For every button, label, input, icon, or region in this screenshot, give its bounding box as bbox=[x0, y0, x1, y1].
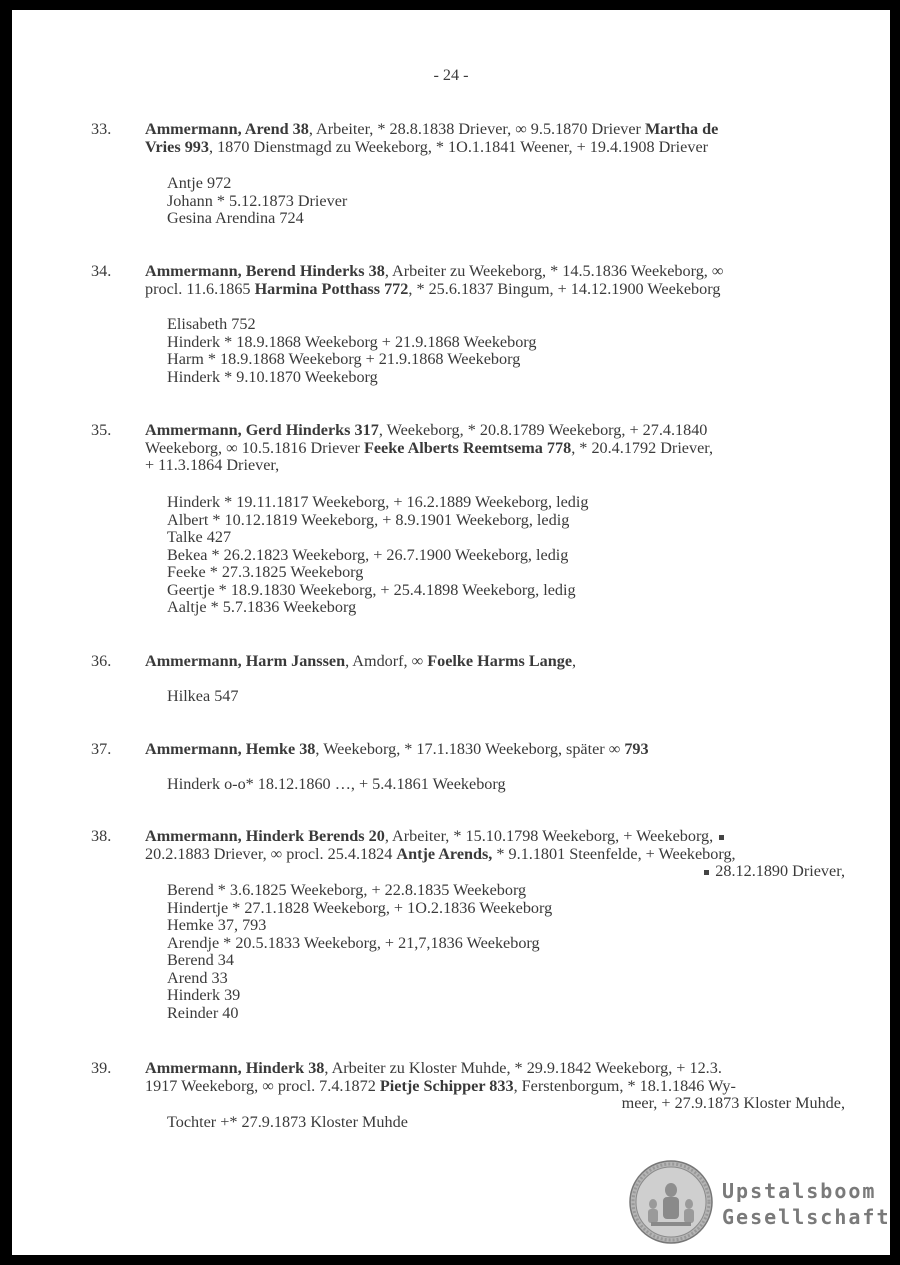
brand-line-1: Upstalsboom bbox=[722, 1179, 877, 1203]
spouse-name: Foelke Harms Lange bbox=[427, 652, 573, 670]
square-mark-icon bbox=[719, 835, 724, 840]
entry-header: Ammermann, Hemke 38, Weekeborg, * 17.1.1830 Weekeborg, später ∞ 793 bbox=[145, 740, 649, 758]
entry-header: Ammermann, Harm Janssen, Amdorf, ∞ Foelke Harms Lange, bbox=[145, 652, 577, 670]
document-page bbox=[12, 10, 890, 1255]
entry-number: 33. bbox=[91, 120, 112, 138]
brand-line-2: Gesellschaft bbox=[722, 1205, 890, 1229]
spouse-name: Martha de bbox=[645, 120, 719, 138]
child-item: Berend * 3.6.1825 Weekeborg, + 22.8.1835 Weekeborg bbox=[167, 881, 527, 899]
child-item: Berend 34 bbox=[167, 951, 234, 969]
person-name: Ammermann, Berend Hinderks 38 bbox=[145, 262, 385, 280]
child-item: Hinderk * 9.10.1870 Weekeborg bbox=[167, 367, 378, 386]
children-list bbox=[167, 175, 847, 228]
child-item: Elisabeth 752 bbox=[167, 315, 256, 333]
person-name: Ammermann, Hemke 38 bbox=[145, 740, 316, 758]
child-item: Feeke * 27.3.1825 Weekeborg bbox=[167, 563, 364, 581]
entry-header: Ammermann, Hinderk 38, Arbeiter zu Kloster Muhde, * 29.9.1842 Weekeborg, + 12.3. 1917 Weekeborg, ∞ procl. 7.4.1872 Pietje Schipper 833, Ferstenborgum, * 18.1.1846 Wy- meer, + 27.9.1873 Kloster Muhde, bbox=[145, 1059, 845, 1112]
person-name: Ammermann, Hinderk 38 bbox=[145, 1059, 325, 1077]
brand-logo-text bbox=[722, 1178, 890, 1230]
child-item: Arend 33 bbox=[167, 968, 228, 987]
square-mark-icon bbox=[704, 870, 709, 875]
page-number: - 24 - bbox=[433, 66, 469, 84]
entry-number: 34. bbox=[91, 262, 112, 280]
spouse-name-cont: Vries 993 bbox=[145, 137, 209, 156]
person-name: Ammermann, Gerd Hinderks 317 bbox=[145, 421, 379, 439]
child-item: Hinderk * 19.11.1817 Weekeborg, + 16.2.1889 Weekeborg, ledig bbox=[167, 493, 589, 511]
child-item: Geertje * 18.9.1830 Weekeborg, + 25.4.1898 Weekeborg, ledig bbox=[167, 580, 576, 599]
child-item: Aaltje * 5.7.1836 Weekeborg bbox=[167, 598, 357, 616]
entry-number: 38. bbox=[91, 827, 112, 845]
child-item: Hinderk o-o* 18.12.1860 …, + 5.4.1861 Weekeborg bbox=[167, 775, 506, 793]
entry-number: 39. bbox=[91, 1059, 112, 1077]
child-item: Gesina Arendina 724 bbox=[167, 209, 304, 227]
child-item: Bekea * 26.2.1823 Weekeborg, + 26.7.1900 Weekeborg, ledig bbox=[167, 545, 569, 564]
spouse-ref: 793 bbox=[624, 740, 649, 758]
child-item: Albert * 10.12.1819 Weekeborg, + 8.9.1901 Weekeborg, ledig bbox=[167, 510, 570, 529]
entry-number: 36. bbox=[91, 652, 112, 670]
child-item: Tochter +* 27.9.1873 Kloster Muhde bbox=[167, 1113, 408, 1131]
children-list bbox=[167, 494, 847, 617]
child-item: Talke 427 bbox=[167, 528, 232, 546]
child-item: Hinderk 39 bbox=[167, 986, 241, 1004]
entry-header: Ammermann, Gerd Hinderks 317, Weekeborg, * 20.8.1789 Weekeborg, + 27.4.1840 Weekeborg, ∞ 10.5.1816 Driever Feeke Alberts Reemtsema 778, * 20.4.1792 Driever, + 11.3.1864 Driever, bbox=[145, 421, 714, 474]
children-list bbox=[167, 1114, 847, 1132]
person-name: Ammermann, Arend 38 bbox=[145, 120, 309, 138]
child-item: Harm * 18.9.1868 Weekeborg + 21.9.1868 Weekeborg bbox=[167, 350, 521, 368]
child-item: Hemke 37, 793 bbox=[167, 916, 267, 934]
child-item: Johann * 5.12.1873 Driever bbox=[167, 191, 348, 210]
spouse-name: Harmina Potthass 772 bbox=[254, 279, 409, 298]
child-item: Hindertje * 27.1.1828 Weekeborg, + 1O.2.1836 Weekeborg bbox=[167, 898, 553, 917]
entry-header: Ammermann, Arend 38, Arbeiter, * 28.8.1838 Driever, ∞ 9.5.1870 Driever Martha de Vries 993, 1870 Dienstmagd zu Weekeborg, * 1O.1.1841 Weener, + 19.4.1908 Driever bbox=[145, 120, 719, 156]
person-name: Ammermann, Harm Janssen bbox=[145, 652, 346, 670]
children-list bbox=[167, 882, 847, 1022]
child-item: Arendje * 20.5.1833 Weekeborg, + 21,7,1836 Weekeborg bbox=[167, 933, 540, 952]
spouse-name: Feeke Alberts Reemtsema 778 bbox=[363, 438, 572, 457]
child-item: Hinderk * 18.9.1868 Weekeborg + 21.9.1868 Weekeborg bbox=[167, 332, 537, 351]
spouse-name: Antje Arends, bbox=[396, 844, 493, 863]
spouse-name: Pietje Schipper 833 bbox=[379, 1076, 514, 1095]
person-name: Ammermann, Hinderk Berends 20 bbox=[145, 827, 385, 845]
child-item: Hilkea 547 bbox=[167, 687, 239, 705]
seal-icon bbox=[629, 1160, 713, 1244]
children-list bbox=[167, 316, 847, 386]
child-item: Antje 972 bbox=[167, 174, 232, 192]
entry-header: Ammermann, Hinderk Berends 20, Arbeiter, * 15.10.1798 Weekeborg, + Weekeborg, 20.2.1883 Driever, ∞ procl. 25.4.1824 Antje Arends, * 9.1.1801 Steenfelde, + Weekeborg, 28.12.1890 Driever, bbox=[145, 827, 845, 880]
entry-number: 35. bbox=[91, 421, 112, 439]
children-list bbox=[167, 776, 847, 794]
entry-header: Ammermann, Berend Hinderks 38, Arbeiter zu Weekeborg, * 14.5.1836 Weekeborg, ∞ procl. 11.6.1865 Harmina Potthass 772, * 25.6.1837 Bingum, + 14.12.1900 Weekeborg bbox=[145, 262, 724, 298]
children-list bbox=[167, 688, 847, 706]
entry-number: 37. bbox=[91, 740, 112, 758]
child-item: Reinder 40 bbox=[167, 1003, 239, 1022]
